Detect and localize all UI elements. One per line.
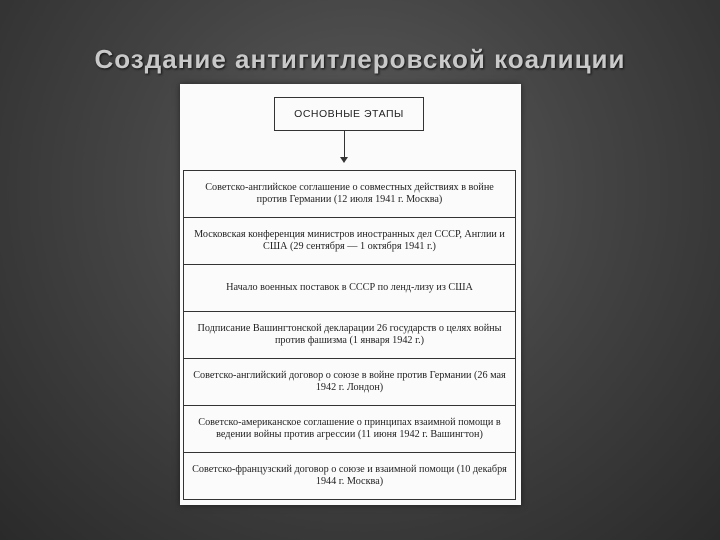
stage-row bbox=[184, 311, 515, 358]
stage-text: Подписание Вашингтонской декларации 26 государств о целях войны против фашизма (1 января 1942 г.) bbox=[197, 323, 502, 346]
stage-text: Московская конференция министров иностранных дел СССР, Англии и США (29 сентября — 1 октября 1941 г.) bbox=[194, 229, 505, 252]
stage-row bbox=[184, 452, 515, 499]
arrow-down-icon bbox=[340, 157, 348, 163]
stage-row bbox=[184, 171, 515, 217]
stage-row bbox=[184, 405, 515, 452]
stage-text: Советско-английское соглашение о совместных действиях в войне против Германии (12 июля 1941 г. Москва) bbox=[205, 182, 494, 205]
connector-line bbox=[344, 131, 345, 159]
diagram-panel bbox=[180, 84, 521, 505]
stage-text: Советско-американское соглашение о принципах взаимной помощи в ведении войны против агрессии (11 июня 1942 г. Вашингтон) bbox=[198, 417, 501, 440]
diagram-header: ОСНОВНЫЕ ЭТАПЫ bbox=[274, 97, 424, 131]
stage-row bbox=[184, 217, 515, 264]
stage-row bbox=[184, 358, 515, 405]
stage-text: Советско-английский договор о союзе в войне против Германии (26 мая 1942 г. Лондон) bbox=[193, 370, 506, 393]
stage-text: Советско-французский договор о союзе и взаимной помощи (10 декабря 1944 г. Москва) bbox=[192, 464, 507, 487]
stages-table bbox=[183, 170, 516, 500]
slide-title: Создание антигитлеровской коалиции bbox=[94, 44, 626, 74]
stage-text: Начало военных поставок в СССР по ленд-лизу из США bbox=[226, 282, 473, 293]
stage-row bbox=[184, 264, 515, 311]
